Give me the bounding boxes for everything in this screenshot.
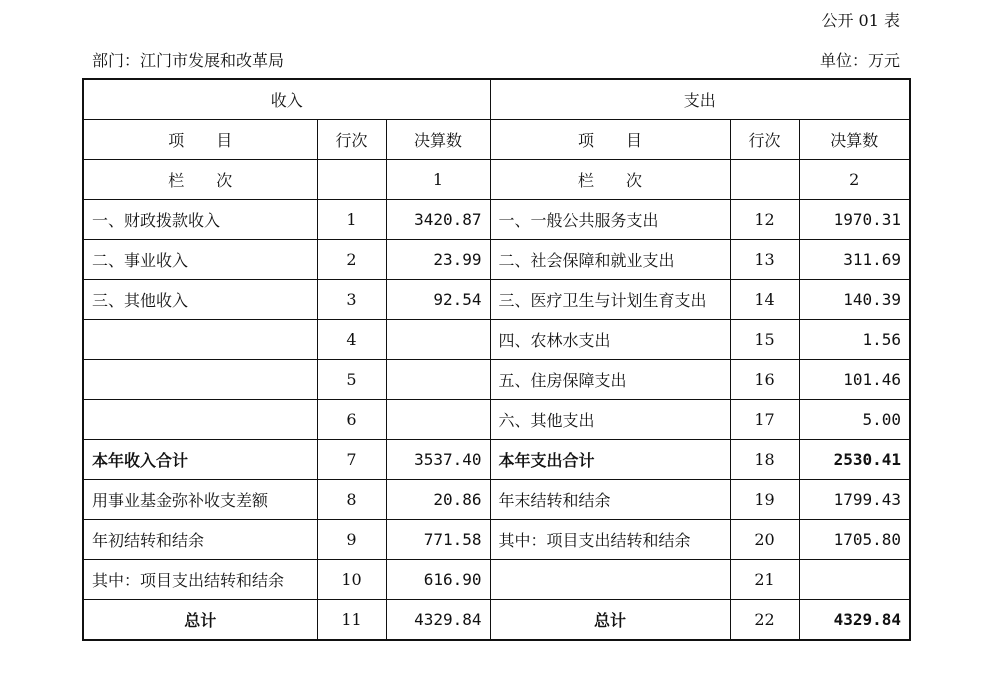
income-line-no-cell: 2 xyxy=(317,240,386,280)
expense-line-no-cell: 12 xyxy=(730,200,799,240)
expense-line-no-cell: 20 xyxy=(730,520,799,560)
income-column-number: 1 xyxy=(386,160,490,200)
expense-line-no-cell: 21 xyxy=(730,560,799,600)
income-amount-cell: 3537.40 xyxy=(386,440,490,480)
expense-item-cell: 本年支出合计 xyxy=(490,440,730,480)
income-item-cell: 总计 xyxy=(83,600,317,641)
expense-line-no-cell: 17 xyxy=(730,400,799,440)
income-line-no-header: 行次 xyxy=(317,120,386,160)
expense-amount-cell: 4329.84 xyxy=(799,600,910,641)
income-item-cell: 本年收入合计 xyxy=(83,440,317,480)
expense-amount-cell: 1970.31 xyxy=(799,200,910,240)
income-expense-table xyxy=(82,78,911,641)
expense-amount-cell: 1.56 xyxy=(799,320,910,360)
expense-section-title: 支出 xyxy=(490,79,910,120)
expense-item-cell: 四、农林水支出 xyxy=(490,320,730,360)
expense-amount-cell: 5.00 xyxy=(799,400,910,440)
income-line-no-cell: 11 xyxy=(317,600,386,641)
income-line-no-cell: 3 xyxy=(317,280,386,320)
expense-item-cell: 总计 xyxy=(490,600,730,641)
income-column-row-label: 栏 次 xyxy=(83,160,317,200)
table-row xyxy=(83,320,910,360)
table-row xyxy=(83,440,910,480)
income-line-no-cell: 9 xyxy=(317,520,386,560)
expense-item-cell: 其中：项目支出结转和结余 xyxy=(490,520,730,560)
income-amount-cell: 771.58 xyxy=(386,520,490,560)
expense-line-no-cell: 14 xyxy=(730,280,799,320)
expense-line-no-cell: 18 xyxy=(730,440,799,480)
income-item-cell: 年初结转和结余 xyxy=(83,520,317,560)
table-row xyxy=(83,560,910,600)
income-item-cell: 一、财政拨款收入 xyxy=(83,200,317,240)
expense-item-cell xyxy=(490,560,730,600)
expense-column-number: 2 xyxy=(799,160,910,200)
expense-item-cell: 一、一般公共服务支出 xyxy=(490,200,730,240)
income-amount-cell xyxy=(386,400,490,440)
expense-column-no-empty xyxy=(730,160,799,200)
income-amount-header: 决算数 xyxy=(386,120,490,160)
expense-line-no-cell: 15 xyxy=(730,320,799,360)
table-row xyxy=(83,480,910,520)
income-item-cell xyxy=(83,360,317,400)
expense-line-no-header: 行次 xyxy=(730,120,799,160)
expense-amount-cell: 2530.41 xyxy=(799,440,910,480)
table-row xyxy=(83,200,910,240)
expense-item-header: 项 目 xyxy=(490,120,730,160)
expense-amount-cell: 101.46 xyxy=(799,360,910,400)
income-amount-cell: 20.86 xyxy=(386,480,490,520)
table-row xyxy=(83,520,910,560)
expense-item-cell: 三、医疗卫生与计划生育支出 xyxy=(490,280,730,320)
expense-item-cell: 五、住房保障支出 xyxy=(490,360,730,400)
income-item-header: 项 目 xyxy=(83,120,317,160)
income-line-no-cell: 10 xyxy=(317,560,386,600)
expense-amount-cell: 311.69 xyxy=(799,240,910,280)
income-amount-cell: 92.54 xyxy=(386,280,490,320)
income-line-no-cell: 6 xyxy=(317,400,386,440)
income-item-cell: 三、其他收入 xyxy=(83,280,317,320)
income-item-cell: 用事业基金弥补收支差额 xyxy=(83,480,317,520)
expense-column-row-label: 栏 次 xyxy=(490,160,730,200)
table-row xyxy=(83,400,910,440)
table-row xyxy=(83,600,910,641)
expense-amount-cell: 1705.80 xyxy=(799,520,910,560)
income-item-cell xyxy=(83,320,317,360)
department-label: 部门：江门市发展和改革局 xyxy=(92,51,285,70)
income-item-cell: 二、事业收入 xyxy=(83,240,317,280)
expense-amount-cell: 140.39 xyxy=(799,280,910,320)
income-section-title: 收入 xyxy=(83,79,490,120)
income-line-no-cell: 1 xyxy=(317,200,386,240)
form-code: 公开 01 表 xyxy=(821,11,900,30)
expense-amount-cell: 1799.43 xyxy=(799,480,910,520)
income-amount-cell: 616.90 xyxy=(386,560,490,600)
column-header-row xyxy=(83,120,910,160)
income-amount-cell: 3420.87 xyxy=(386,200,490,240)
section-header-row xyxy=(83,79,910,120)
income-line-no-cell: 4 xyxy=(317,320,386,360)
table-row xyxy=(83,360,910,400)
expense-line-no-cell: 19 xyxy=(730,480,799,520)
expense-item-cell: 年末结转和结余 xyxy=(490,480,730,520)
income-item-cell xyxy=(83,400,317,440)
unit-label: 单位：万元 xyxy=(819,51,900,70)
expense-line-no-cell: 16 xyxy=(730,360,799,400)
expense-line-no-cell: 22 xyxy=(730,600,799,641)
income-amount-cell: 23.99 xyxy=(386,240,490,280)
expense-item-cell: 六、其他支出 xyxy=(490,400,730,440)
income-line-no-cell: 7 xyxy=(317,440,386,480)
income-amount-cell xyxy=(386,360,490,400)
column-number-row xyxy=(83,160,910,200)
income-line-no-cell: 8 xyxy=(317,480,386,520)
expense-line-no-cell: 13 xyxy=(730,240,799,280)
expense-amount-header: 决算数 xyxy=(799,120,910,160)
income-item-cell: 其中：项目支出结转和结余 xyxy=(83,560,317,600)
income-line-no-cell: 5 xyxy=(317,360,386,400)
table-row xyxy=(83,280,910,320)
table-row xyxy=(83,240,910,280)
expense-item-cell: 二、社会保障和就业支出 xyxy=(490,240,730,280)
income-column-no-empty xyxy=(317,160,386,200)
income-amount-cell xyxy=(386,320,490,360)
expense-amount-cell xyxy=(799,560,910,600)
income-amount-cell: 4329.84 xyxy=(386,600,490,641)
